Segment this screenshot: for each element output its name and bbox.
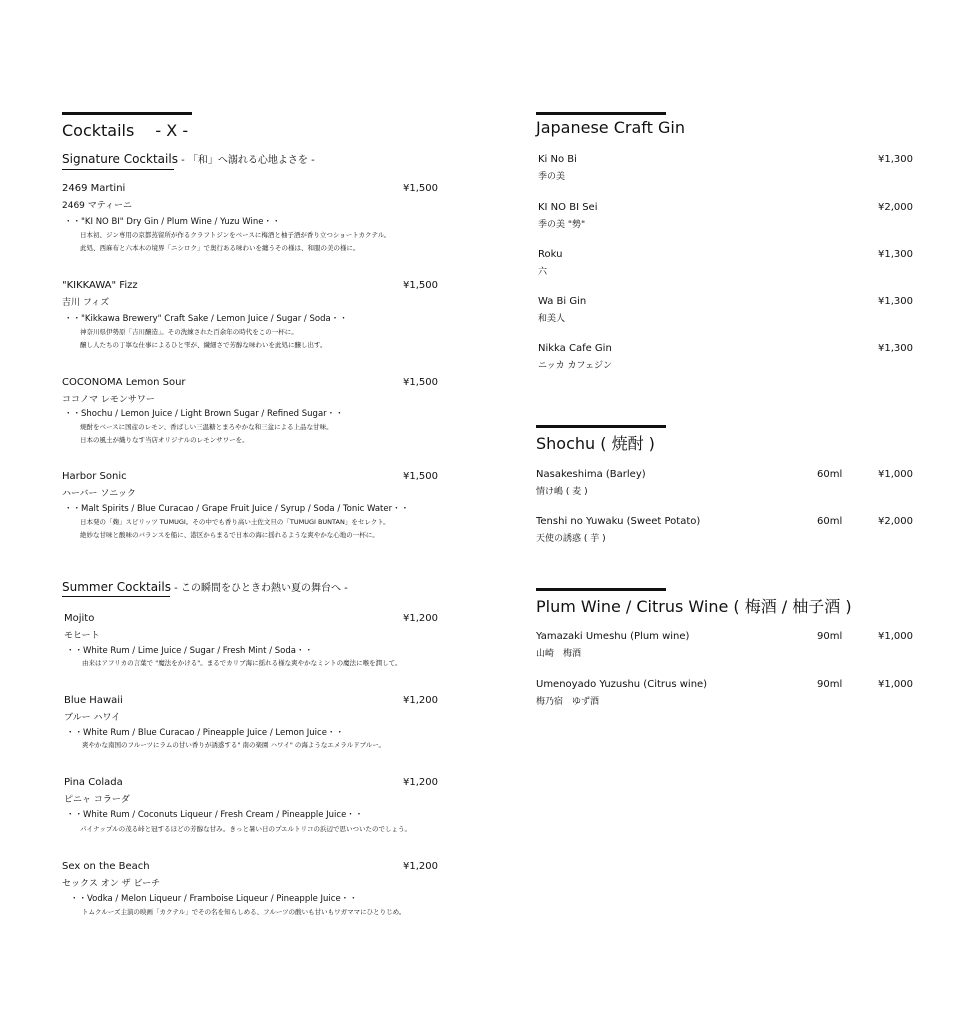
item-price: ¥1,200 — [403, 777, 438, 788]
item-price: ¥1,500 — [403, 183, 438, 194]
item-jp-name: 季の美 "勢" — [538, 220, 586, 230]
item-name: Pina Colada — [64, 777, 123, 788]
item-price: ¥2,000 — [878, 202, 913, 213]
item-description-line: 日本の風土が織りなす当店オリジナルのレモンサワーを。 — [80, 436, 249, 444]
item-price: ¥1,000 — [878, 679, 913, 690]
item-jp-name: ピニャ コラーダ — [64, 795, 130, 805]
item-price: ¥1,200 — [403, 613, 438, 624]
item-description-line: 由来はアフリカの言葉で "魔法をかける"。まるでカリブ海に揺れる様な爽やかなミントの魔法に喉を潤して。 — [82, 659, 402, 667]
item-jp-name: 情け嶋 ( 麦 ) — [536, 487, 588, 497]
item-jp-name: ココノマ レモンサワー — [62, 395, 155, 405]
item-price: ¥1,200 — [403, 861, 438, 872]
item-price: ¥1,300 — [878, 249, 913, 260]
item-ingredients: ・・"Kikkawa Brewery" Craft Sake / Lemon Juice / Sugar / Soda・・ — [64, 314, 348, 324]
item-jp-name: 天使の誘惑 ( 芋 ) — [536, 534, 606, 544]
signature-cocktails-title: Signature Cocktails — [62, 152, 178, 166]
item-ingredients: ・・"KI NO BI" Dry Gin / Plum Wine / Yuzu Wine・・ — [64, 217, 281, 227]
summer-cocktails-title: Summer Cocktails — [62, 580, 171, 594]
signature-cocktails-underline — [62, 169, 174, 170]
item-price: ¥1,300 — [878, 343, 913, 354]
item-price: ¥1,500 — [403, 280, 438, 291]
item-description-line: 此処、西麻布と六本木の境界「ニシロク」で奥行ある味わいを纏うその様は、和服の美の様に。 — [80, 244, 360, 252]
item-price: ¥1,200 — [403, 695, 438, 706]
item-name: COCONOMA Lemon Sour — [62, 377, 186, 388]
plum-wine-title: Plum Wine / Citrus Wine ( 梅酒 / 柚子酒 ) — [536, 597, 852, 616]
summer-cocktails-subtitle: - この瞬間をひときわ熱い夏の舞台へ - — [170, 583, 348, 594]
cocktails-title-rule — [62, 112, 192, 115]
shochu-title-rule — [536, 425, 666, 428]
item-ingredients: ・・White Rum / Lime Juice / Sugar / Fresh Mint / Soda・・ — [66, 646, 313, 656]
item-jp-name: 2469 マティーニ — [62, 201, 133, 211]
item-price: ¥2,000 — [878, 516, 913, 527]
item-price: ¥1,500 — [403, 377, 438, 388]
item-description-line: 焼酎をベースに国産のレモン、香ばしい三温糖とまろやかな和三盆による上品な甘味。 — [80, 423, 333, 431]
gin-title-rule — [536, 112, 666, 115]
item-jp-name: モヒート — [64, 631, 100, 641]
item-ingredients: ・・Vodka / Melon Liqueur / Framboise Liqueur / Pineapple Juice・・ — [70, 894, 358, 904]
item-description-line: 神奈川県伊勢原「吉川醸造」。その洗練された百余年の時代をこの一杯に。 — [80, 328, 298, 336]
item-name: Yamazaki Umeshu (Plum wine) — [536, 631, 690, 642]
item-description-line: 爽やかな南国のフルーツにラムの甘い香りが誘惑する" 南の楽園 ハワイ" の海ようなエメラルドブルー。 — [82, 741, 385, 749]
summer-cocktails-underline — [62, 596, 170, 597]
item-name: Nasakeshima (Barley) — [536, 469, 646, 480]
item-description-line: トムクルーズ主演の映画「カクテル」でその名を知らしめる、フルーツの酸いも甘いもワガママにひとりじめ。 — [82, 908, 406, 916]
item-ingredients: ・・White Rum / Blue Curacao / Pineapple Juice / Lemon Juice・・ — [66, 728, 344, 738]
item-name: Tenshi no Yuwaku (Sweet Potato) — [536, 516, 701, 527]
item-description-line: パイナップルの茂る峠と冠するほどの芳醇な甘み。きっと暑い日のプエルトリコの浜辺で思いついたのでしょう。 — [80, 825, 412, 833]
item-jp-name: 六 — [538, 267, 548, 277]
item-price: ¥1,300 — [878, 296, 913, 307]
item-price: ¥1,000 — [878, 469, 913, 480]
item-name: Ki No Bi — [538, 154, 577, 165]
item-jp-name: 和美人 — [538, 314, 566, 324]
item-ingredients: ・・White Rum / Coconuts Liqueur / Fresh Cream / Pineapple Juice・・ — [66, 810, 364, 820]
item-description-line: 絶妙な甘味と酸味のバランスを船に、港区からまるで日本の海に揺れるような爽やかな心地の一杯に。 — [80, 531, 379, 539]
item-name: Nikka Cafe Gin — [538, 343, 612, 354]
summer-cocktails-heading — [62, 579, 348, 594]
item-name: Harbor Sonic — [62, 471, 127, 482]
item-volume: 90ml — [817, 631, 843, 642]
item-name: Umenoyado Yuzushu (Citrus wine) — [536, 679, 708, 690]
item-name: Roku — [538, 249, 563, 260]
item-volume: 60ml — [817, 469, 843, 480]
item-name: Mojito — [64, 613, 95, 624]
item-price: ¥1,500 — [403, 471, 438, 482]
item-volume: 60ml — [817, 516, 843, 527]
item-description-line: 日本初、ジン専用の京都蒸留所が作るクラフトジンをベースに梅酒と柚子酒が香り立つショートカクテル。 — [80, 231, 391, 239]
signature-cocktails-subtitle: - 「和」へ溺れる心地よさを - — [177, 155, 315, 166]
item-jp-name: ブルー ハワイ — [64, 713, 121, 723]
item-name: KI NO BI Sei — [538, 202, 598, 213]
item-volume: 90ml — [817, 679, 843, 690]
plum-wine-title-rule — [536, 588, 666, 591]
item-ingredients: ・・Shochu / Lemon Juice / Light Brown Sugar / Refined Sugar・・ — [64, 409, 344, 419]
item-ingredients: ・・Malt Spirits / Blue Curacao / Grape Fruit Juice / Syrup / Soda / Tonic Water・・ — [64, 504, 410, 514]
gin-title: Japanese Craft Gin — [536, 118, 685, 137]
item-jp-name: 山崎 梅酒 — [536, 649, 582, 659]
item-price: ¥1,000 — [878, 631, 913, 642]
item-name: Wa Bi Gin — [538, 296, 587, 307]
item-name: Blue Hawaii — [64, 695, 123, 706]
item-jp-name: 季の美 — [538, 172, 566, 182]
item-name: Sex on the Beach — [62, 861, 150, 872]
item-jp-name: ニッカ カフェジン — [538, 361, 612, 371]
item-jp-name: 吉川 フィズ — [62, 298, 110, 308]
item-description-line: 日本発の「麹」スピリッツ TUMUGI。その中でも香り高い土佐文旦の「TUMUGI BUNTAN」をセレクト。 — [80, 518, 390, 526]
item-jp-name: 梅乃宿 ゆず酒 — [536, 697, 600, 707]
item-description-line: 醸し人たちの丁寧な仕事によるひと雫が、繊細さで芳醇な味わいを此処に醸し出す。 — [80, 341, 327, 349]
item-jp-name: セックス オン ザ ビーチ — [62, 879, 161, 889]
signature-cocktails-heading — [62, 151, 315, 166]
item-price: ¥1,300 — [878, 154, 913, 165]
item-name: "KIKKAWA" Fizz — [62, 280, 138, 291]
cocktails-title: Cocktails - X - — [62, 121, 189, 140]
shochu-title: Shochu ( 焼酎 ) — [536, 434, 655, 453]
item-name: 2469 Martini — [62, 183, 126, 194]
item-jp-name: ハーバー ソニック — [62, 489, 136, 499]
